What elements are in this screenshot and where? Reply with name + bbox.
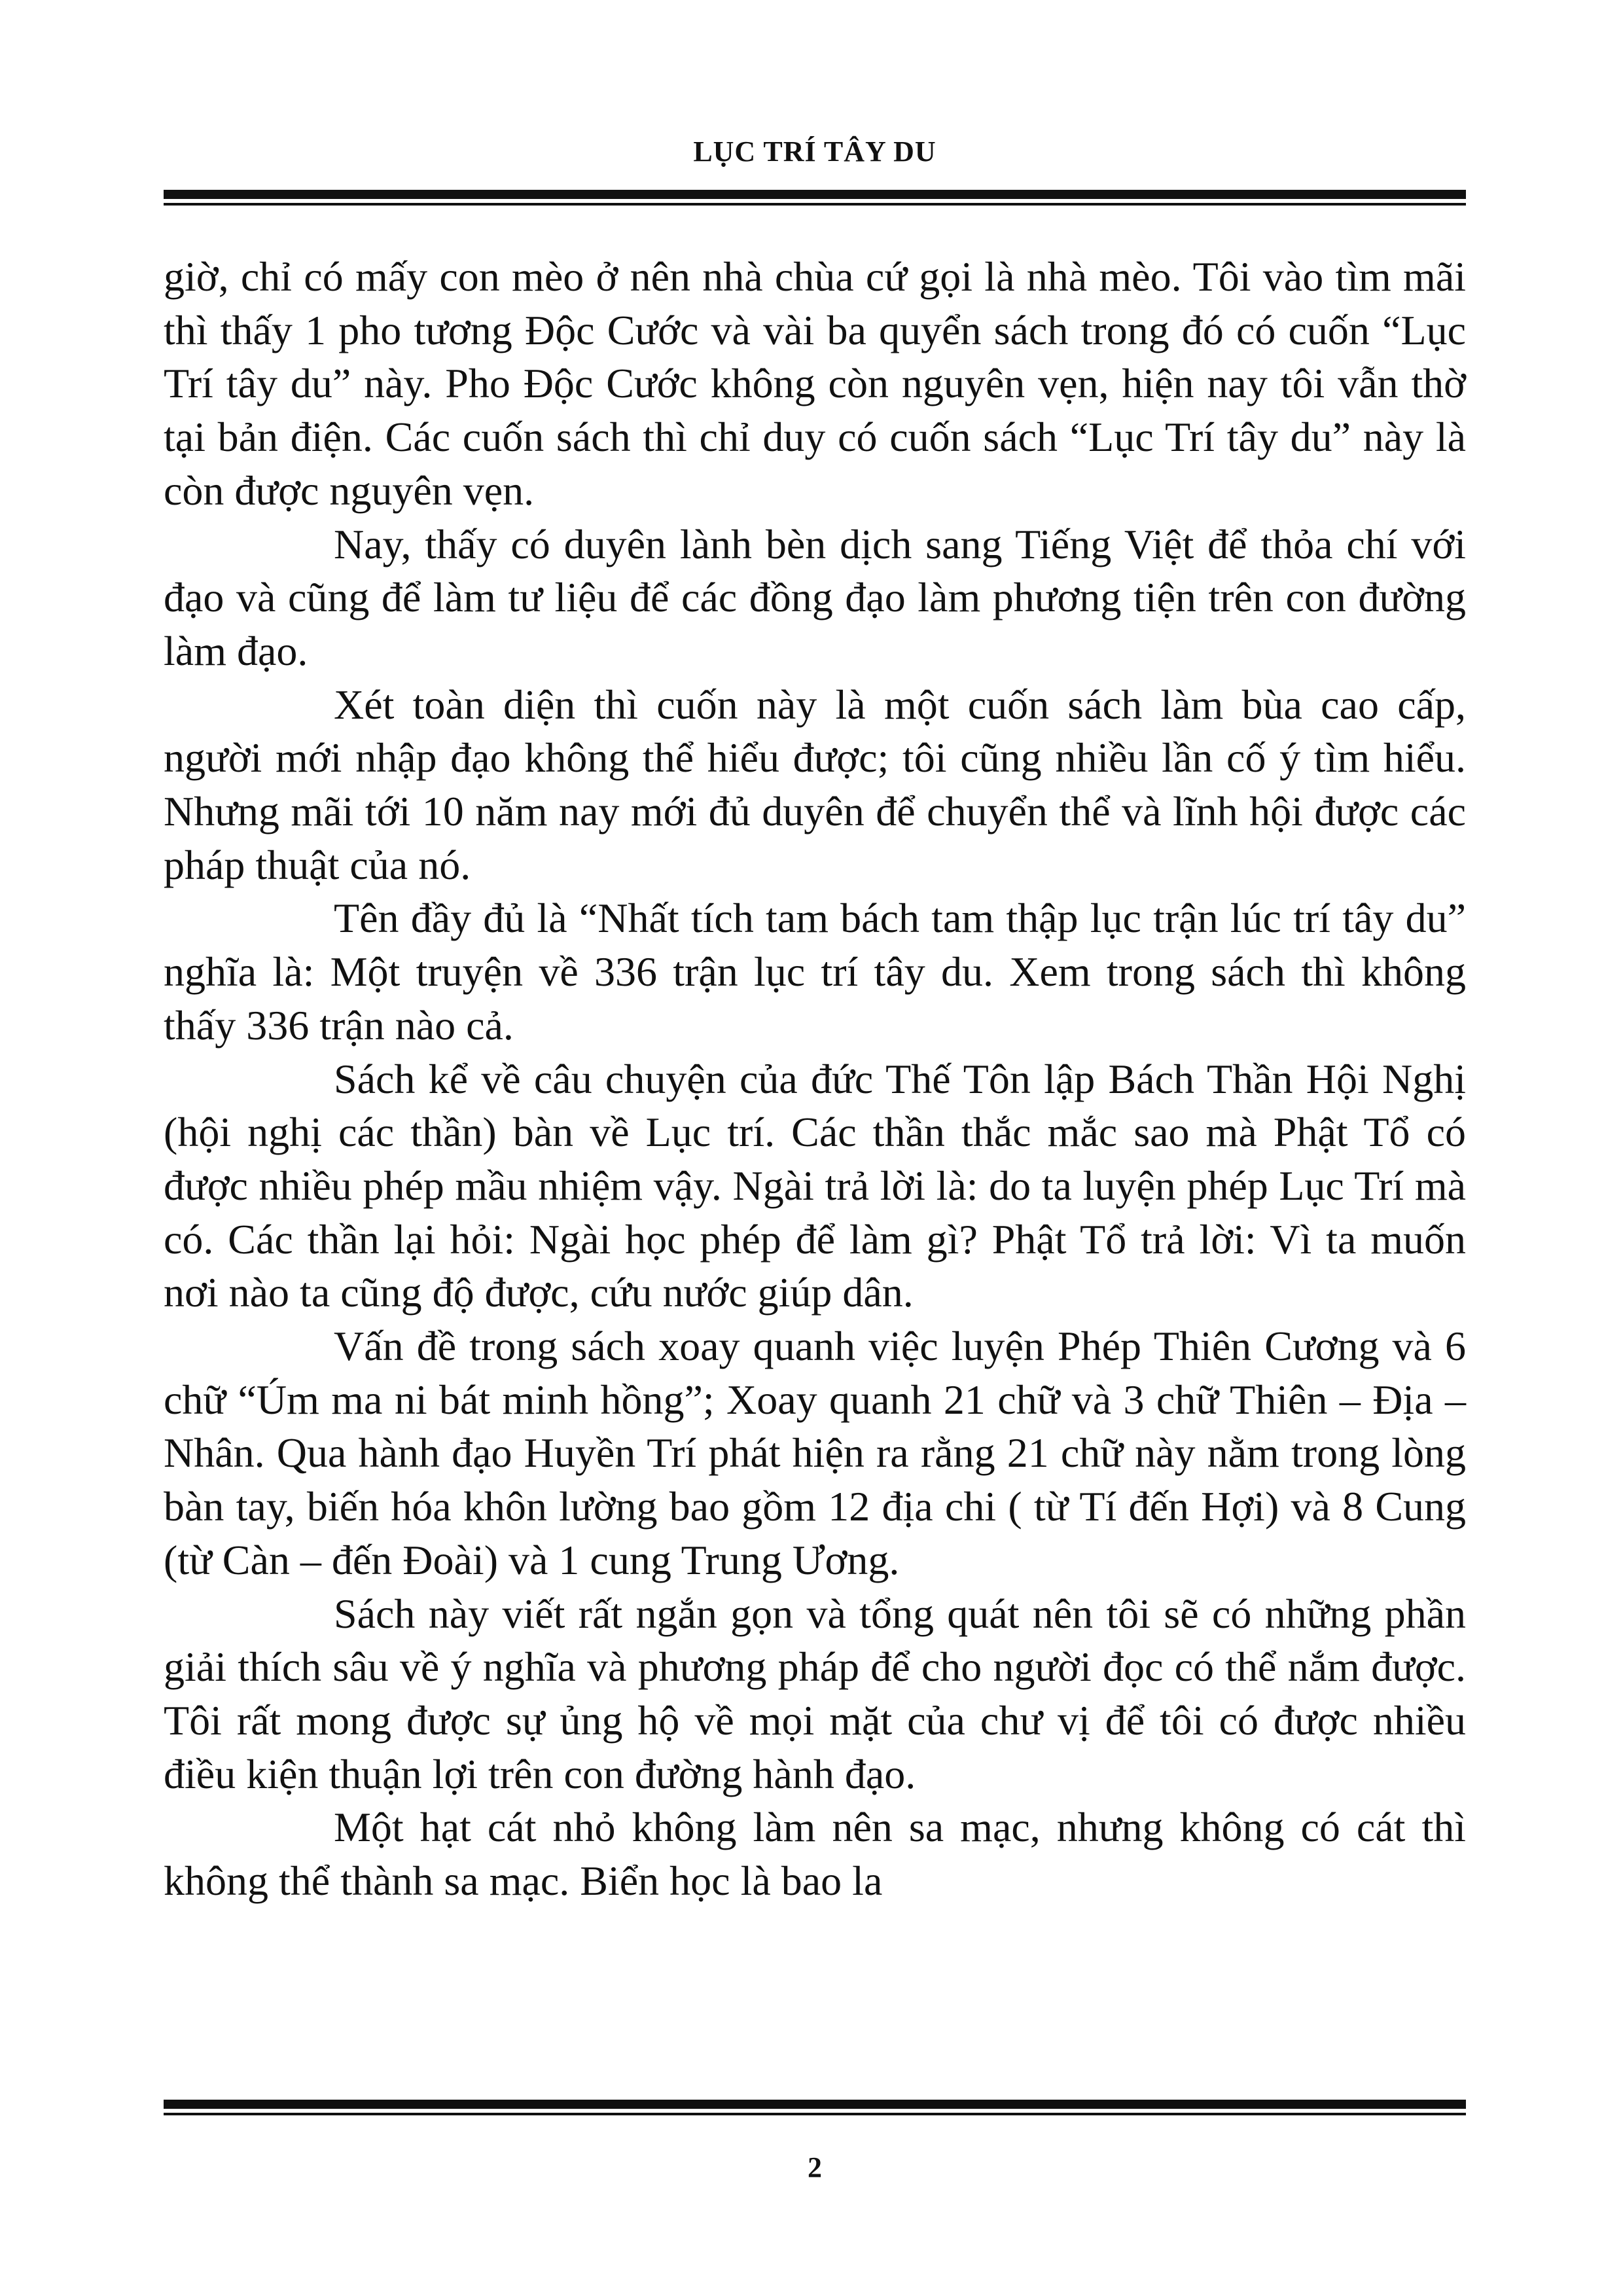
footer-rule — [164, 2100, 1466, 2115]
running-header-title: LỤC TRÍ TÂY DU — [693, 135, 936, 168]
paragraph: Một hạt cát nhỏ không làm nên sa mạc, nhưng không có cát thì không thể thành sa mạc. Biển học là bao la — [164, 1804, 1466, 1905]
paragraph: Sách này viết rất ngắn gọn và tổng quát nên tôi sẽ có những phần giải thích sâu về ý nghĩa và phương pháp để cho người đọc có thể nắm được. Tôi rất mong được sự ủng hộ về mọi mặt của chư vị để tôi có được nhiều điều kiện thuận lợi trên con đường hành đạo. — [164, 1590, 1466, 1797]
paragraph: Nay, thấy có duyên lành bèn dịch sang Tiếng Việt để thỏa chí với đạo và cũng để làm tư liệu để các đồng đạo làm phương tiện trên con đường làm đạo. — [164, 520, 1466, 674]
header-rule-thick — [164, 190, 1466, 199]
paragraph: Sách kể về câu chuyện của đức Thế Tôn lập Bách Thần Hội Nghị (hội nghị các thần) bàn về Lục trí. Các thần thắc mắc sao mà Phật Tổ có được nhiều phép mầu nhiệm vậy. Ngài trả lời là: do ta luyện phép Lục Trí mà có. Các thần lại hỏi: Ngài học phép để làm gì? Phật Tổ trả lời: Vì ta muốn nơi nào ta cũng độ được, cứu nước giúp dân. — [164, 1055, 1466, 1316]
body-text — [164, 250, 1466, 1908]
footer-rule-thin — [164, 2113, 1466, 2115]
paragraph: Vấn đề trong sách xoay quanh việc luyện Phép Thiên Cương và 6 chữ “Úm ma ni bát minh hồng”; Xoay quanh 21 chữ và 3 chữ Thiên – Địa – Nhân. Qua hành đạo Huyền Trí phát hiện ra rằng 21 chữ này nằm trong lòng bàn tay, biến hóa khôn lường bao gồm 12 địa chi ( từ Tí đến Hợi) và 8 Cung (từ Càn – đến Đoài) và 1 cung Trung Ương. — [164, 1323, 1466, 1583]
page-number: 2 — [808, 2151, 822, 2183]
header-rule-thin — [164, 203, 1466, 206]
paragraph: Xét toàn diện thì cuốn này là một cuốn sách làm bùa cao cấp, người mới nhập đạo không thể hiểu được; tôi cũng nhiều lần cố ý tìm hiểu. Nhưng mãi tới 10 năm nay mới đủ duyên để chuyển thể và lĩnh hội được các pháp thuật của nó. — [164, 681, 1466, 888]
paragraph: Tên đầy đủ là “Nhất tích tam bách tam thập lục trận lúc trí tây du” nghĩa là: Một truyện về 336 trận lục trí tây du. Xem trong sách thì không thấy 336 trận nào cả. — [164, 895, 1466, 1049]
paragraph-continuation: giờ, chỉ có mấy con mèo ở nên nhà chùa cứ gọi là nhà mèo. Tôi vào tìm mãi thì thấy 1 pho tương Độc Cước và vài ba quyển sách trong đó có cuốn “Lục Trí tây du” này. Pho Độc Cước không còn nguyên vẹn, hiện nay tôi vẫn thờ tại bản điện. Các cuốn sách thì chỉ duy có cuốn sách “Lục Trí tây du” này là còn được nguyên vẹn. — [164, 253, 1466, 514]
header-rule — [164, 190, 1466, 206]
footer-rule-thick — [164, 2100, 1466, 2109]
